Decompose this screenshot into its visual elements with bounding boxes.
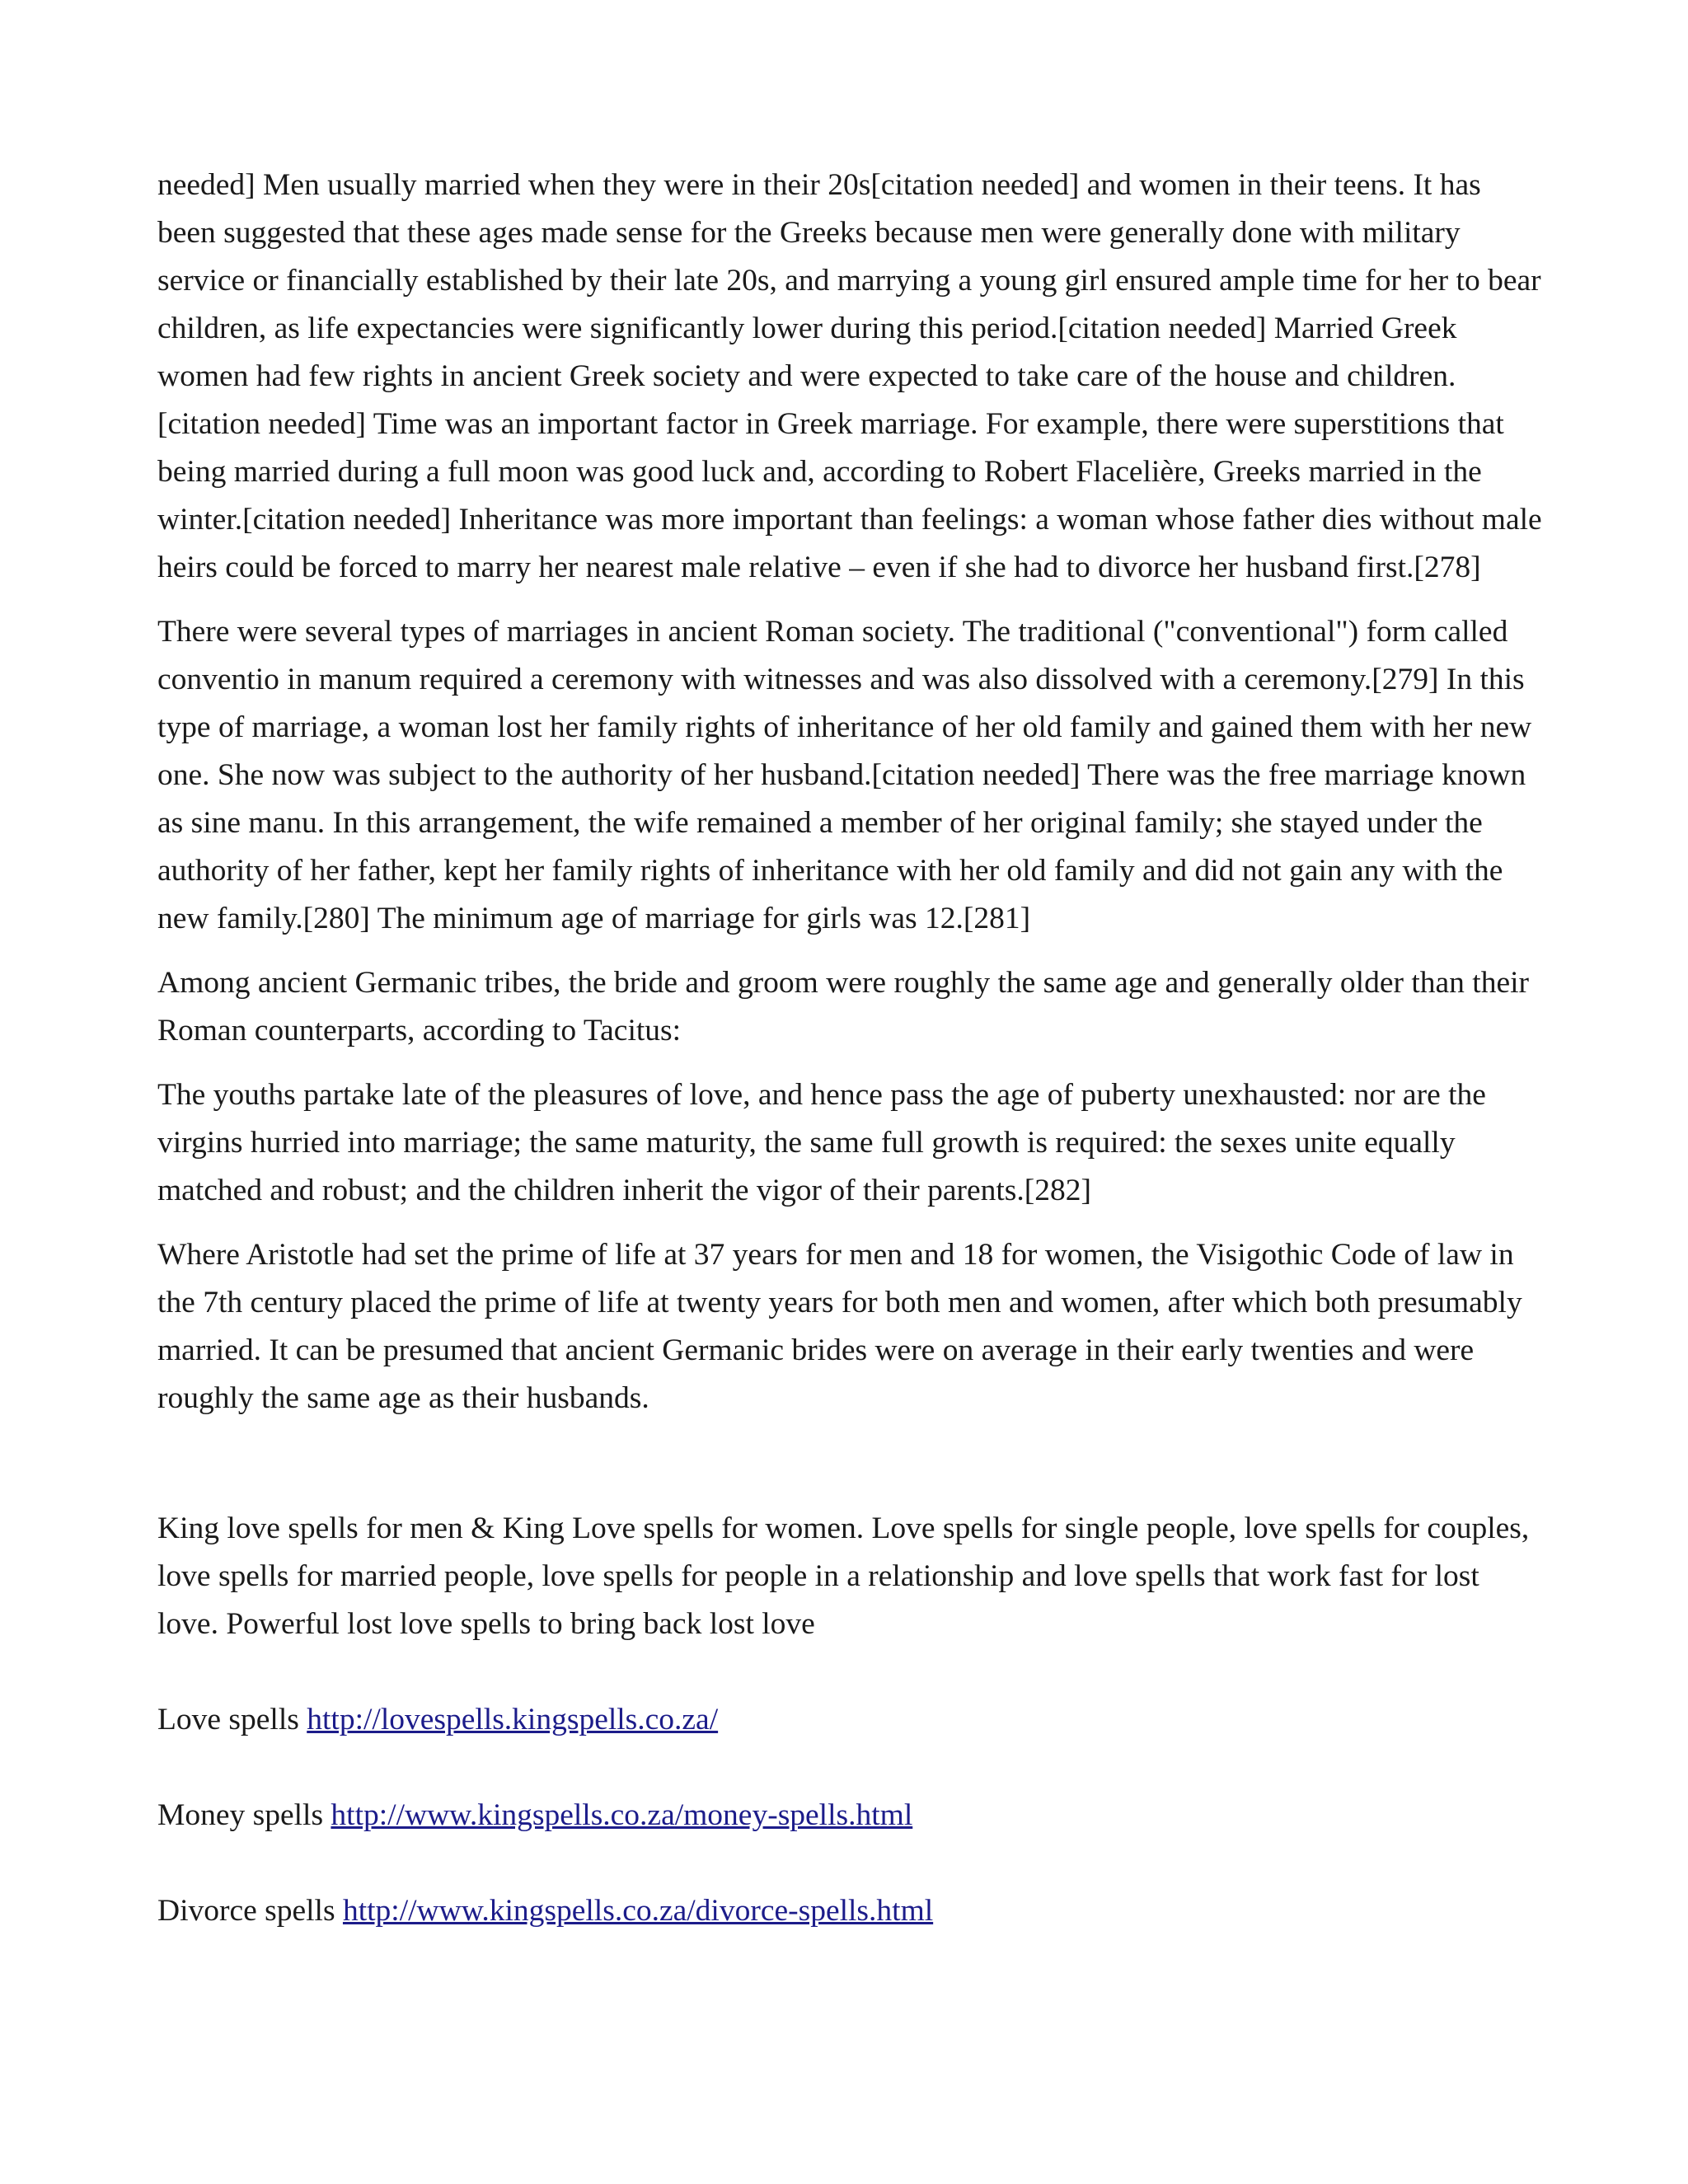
money-spells-link[interactable]: http://www.kingspells.co.za/money-spells.html: [331, 1798, 913, 1832]
paragraph-tacitus-quote: The youths partake late of the pleasures of love, and hence pass the age of puberty unexhausted: nor are the virgins hurried into marriage; the same maturity, the same full growth is required: the sexes unite equally matched and robust; and the children inherit the vigor of their parents.[282]: [157, 1078, 1486, 1207]
money-spells-line: [157, 1792, 1542, 1840]
paragraph-greek-marriage: needed] Men usually married when they were in their 20s[citation needed] and women in their teens. It has been suggested that these ages made sense for the Greeks because men were generally done with military service or financially established by their late 20s, and marrying a young girl ensured ample time for her to bear children, as life expectancies were significantly lower during this period.[citation needed] Married Greek women had few rights in ancient Greek society and were expected to take care of the house and children.[citation needed] Time was an important factor in Greek marriage. For example, there were superstitions that being married during a full moon was good luck and, according to Robert Flacelière, Greeks married in the winter.[citation needed] Inheritance was more important than feelings: a woman whose father dies without male heirs could be forced to marry her nearest male relative – even if she had to divorce her husband first.[278]: [157, 168, 1542, 584]
paragraph-roman-marriage: There were several types of marriages in ancient Roman society. The traditional ("conventional") form called conventio in manum required a ceremony with witnesses and was also dissolved with a ceremony.[279] In this type of marriage, a woman lost her family rights of inheritance of her old family and gained them with her new one. She now was subject to the authority of her husband.[citation needed] There was the free marriage known as sine manu. In this arrangement, the wife remained a member of her original family; she stayed under the authority of her father, kept her family rights of inheritance with her old family and did not gain any with the new family.[280] The minimum age of marriage for girls was 12.[281]: [157, 615, 1532, 935]
love-spells-link[interactable]: http://lovespells.kingspells.co.za/: [307, 1703, 719, 1736]
divorce-spells-line: [157, 1887, 1542, 1935]
divorce-spells-link[interactable]: http://www.kingspells.co.za/divorce-spells.html: [342, 1894, 934, 1928]
divorce-spells-label: Divorce spells: [157, 1894, 343, 1928]
paragraph-visigothic-code: Where Aristotle had set the prime of life at 37 years for men and 18 for women, the Visigothic Code of law in the 7th century placed the prime of life at twenty years for both men and women, after which both presumably married. It can be presumed that ancient Germanic brides were on average in their early twenties and were roughly the same age as their husbands.: [157, 1238, 1522, 1415]
promo-paragraph: King love spells for men & King Love spells for women. Love spells for single people, love spells for couples, love spells for married people, love spells for people in a relationship and love spells that work fast for lost love. Powerful lost love spells to bring back lost love: [157, 1511, 1530, 1641]
love-spells-line: [157, 1696, 1542, 1744]
document-page: [157, 162, 1542, 1935]
money-spells-label: Money spells: [157, 1798, 331, 1832]
love-spells-label: Love spells: [157, 1703, 307, 1736]
paragraph-germanic-tribes: Among ancient Germanic tribes, the bride and groom were roughly the same age and generally older than their Roman counterparts, according to Tacitus:: [157, 966, 1529, 1047]
